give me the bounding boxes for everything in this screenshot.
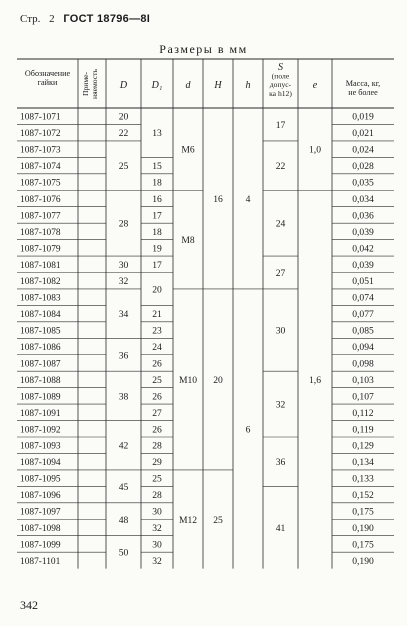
row-code: 1087-1084 bbox=[20, 310, 61, 321]
row-mass: 0,024 bbox=[352, 144, 374, 156]
cell-h: 25 bbox=[213, 514, 223, 526]
header-D1: D₁ bbox=[151, 80, 163, 91]
row-code: 1087-1072 bbox=[20, 129, 61, 140]
cell-d1: 27 bbox=[152, 407, 162, 419]
cell-d1: 26 bbox=[152, 391, 162, 403]
cell-d: 28 bbox=[118, 218, 129, 230]
row-mass: 0,036 bbox=[352, 210, 374, 222]
cell-s: 27 bbox=[275, 268, 286, 279]
cell-s: 17 bbox=[275, 119, 286, 131]
header-code: Обозначение bbox=[24, 69, 71, 78]
cell-d1: 16 bbox=[152, 193, 162, 205]
cell-d: 42 bbox=[118, 440, 129, 452]
header-e: e bbox=[312, 80, 318, 91]
cell-d1: 26 bbox=[152, 424, 162, 436]
row-mass: 0,133 bbox=[352, 473, 374, 485]
cell-d1: 13 bbox=[152, 128, 162, 140]
header-note: няемость bbox=[90, 69, 99, 99]
cell-d1: 17 bbox=[152, 259, 162, 271]
row-mass: 0,051 bbox=[352, 276, 374, 288]
row-code: 1087-1079 bbox=[20, 244, 61, 255]
row-mass: 0,077 bbox=[352, 309, 374, 321]
row-mass: 0,098 bbox=[352, 358, 374, 370]
cell-d: 34 bbox=[118, 309, 129, 321]
row-code: 1087-1087 bbox=[20, 359, 61, 370]
row-mass: 0,175 bbox=[352, 539, 374, 551]
cell-d: 30 bbox=[118, 259, 129, 271]
row-code: 1087-1071 bbox=[20, 112, 61, 123]
cell-d: 38 bbox=[118, 391, 129, 403]
row-mass: 0,042 bbox=[352, 243, 374, 255]
cell-d: M8 bbox=[181, 235, 195, 247]
row-code: 1087-1078 bbox=[20, 227, 61, 238]
cell-d: 22 bbox=[118, 128, 129, 140]
header-S: допус- bbox=[269, 80, 292, 90]
row-mass: 0,103 bbox=[352, 374, 374, 386]
row-code: 1087-1081 bbox=[20, 260, 61, 271]
header-S: (поле bbox=[271, 71, 290, 81]
row-mass: 0,134 bbox=[352, 457, 374, 469]
row-code: 1087-1074 bbox=[20, 162, 61, 173]
page-label: Стр. bbox=[20, 13, 41, 25]
cell-d1: 18 bbox=[152, 226, 162, 238]
standard-designation: ГОСТ 18796—8І bbox=[63, 13, 151, 25]
row-code: 1087-1088 bbox=[20, 375, 61, 386]
row-mass: 0,129 bbox=[352, 440, 374, 452]
cell-d1: 29 bbox=[152, 457, 162, 469]
cell-d1: 15 bbox=[152, 161, 162, 173]
row-code: 1087-1099 bbox=[20, 540, 61, 551]
cell-h: 20 bbox=[213, 374, 223, 386]
cell-d1: 26 bbox=[152, 358, 162, 370]
row-code: 1087-1085 bbox=[20, 326, 61, 337]
row-mass: 0,035 bbox=[352, 177, 374, 189]
cell-e: 1,6 bbox=[309, 374, 321, 386]
cell-d1: 21 bbox=[152, 309, 162, 321]
row-code: 1087-1098 bbox=[20, 523, 61, 534]
header-code: гайки bbox=[37, 78, 58, 87]
row-code: 1087-1097 bbox=[20, 507, 61, 518]
cell-h: 6 bbox=[245, 424, 251, 436]
row-code: 1087-1089 bbox=[20, 392, 61, 403]
cell-d1: 32 bbox=[152, 555, 162, 567]
row-mass: 0,152 bbox=[352, 490, 374, 502]
header-S: S bbox=[278, 62, 283, 73]
row-mass: 0,019 bbox=[352, 111, 374, 123]
row-mass: 0,112 bbox=[352, 407, 374, 419]
header-D: D bbox=[119, 80, 128, 91]
cell-d: M10 bbox=[178, 374, 198, 386]
cell-d1: 25 bbox=[152, 473, 162, 485]
cell-d1: 17 bbox=[152, 210, 162, 222]
row-mass: 0,074 bbox=[352, 292, 374, 304]
table-title: Размеры в мм bbox=[159, 42, 248, 56]
header-mass: не более bbox=[348, 88, 378, 97]
row-mass: 0,190 bbox=[352, 555, 374, 567]
row-mass: 0,039 bbox=[352, 259, 374, 271]
cell-d1: 28 bbox=[152, 490, 162, 502]
header-S: ка h12) bbox=[269, 88, 292, 98]
cell-d: 48 bbox=[118, 514, 129, 526]
row-code: 1087-1083 bbox=[20, 293, 61, 304]
row-mass: 0,094 bbox=[352, 342, 374, 354]
cell-d1: 24 bbox=[152, 342, 162, 354]
row-code: 1087-1093 bbox=[20, 441, 61, 452]
row-mass: 0,021 bbox=[352, 128, 374, 140]
header-note: Приме- bbox=[81, 71, 90, 97]
row-code: 1087-1073 bbox=[20, 145, 61, 156]
cell-d1: 30 bbox=[152, 506, 162, 518]
cell-h: 16 bbox=[213, 193, 223, 205]
cell-s: 30 bbox=[275, 325, 286, 337]
cell-d: 45 bbox=[118, 481, 129, 493]
cell-d: 32 bbox=[118, 276, 129, 288]
row-code: 1087-1076 bbox=[20, 194, 61, 205]
row-code: 1087-1075 bbox=[20, 178, 61, 189]
row-mass: 0,028 bbox=[352, 161, 374, 173]
row-mass: 0,107 bbox=[352, 391, 374, 403]
row-mass: 0,190 bbox=[352, 522, 374, 534]
page-number: 342 bbox=[20, 598, 38, 612]
row-code: 1087-1086 bbox=[20, 343, 61, 354]
row-code: 1087-1077 bbox=[20, 211, 61, 222]
cell-d: 25 bbox=[118, 161, 129, 173]
cell-s: 24 bbox=[275, 218, 286, 230]
row-mass: 0,119 bbox=[352, 424, 374, 436]
row-code: 1087-1092 bbox=[20, 425, 61, 436]
row-mass: 0,039 bbox=[352, 226, 374, 238]
cell-d: 20 bbox=[118, 111, 129, 123]
cell-d1: 30 bbox=[152, 539, 162, 551]
row-mass: 0,085 bbox=[352, 325, 374, 337]
cell-s: 41 bbox=[275, 522, 286, 534]
row-mass: 0,034 bbox=[352, 193, 374, 205]
cell-d1: 23 bbox=[152, 325, 162, 337]
cell-h: 4 bbox=[245, 193, 251, 205]
cell-s: 32 bbox=[275, 399, 286, 411]
cell-d1: 19 bbox=[152, 243, 162, 255]
header-mass: Масса, кг, bbox=[345, 79, 381, 88]
header-d: d bbox=[185, 80, 191, 91]
cell-d1: 18 bbox=[152, 177, 162, 189]
cell-s: 36 bbox=[275, 457, 286, 469]
row-code: 1087-1095 bbox=[20, 474, 61, 485]
cell-d1: 25 bbox=[152, 374, 162, 386]
row-code: 1087-1101 bbox=[20, 556, 61, 567]
cell-d1: 28 bbox=[152, 440, 162, 452]
row-code: 1087-1094 bbox=[20, 458, 61, 469]
row-mass: 0,175 bbox=[352, 506, 374, 518]
row-code: 1087-1096 bbox=[20, 491, 61, 502]
cell-d1: 32 bbox=[152, 522, 162, 534]
cell-d: 36 bbox=[118, 350, 129, 362]
cell-d: M12 bbox=[178, 514, 198, 526]
page-no: 2 bbox=[49, 13, 55, 25]
cell-e: 1,0 bbox=[309, 144, 321, 156]
header-h: h bbox=[245, 80, 251, 91]
cell-d1: 20 bbox=[152, 284, 162, 296]
row-code: 1087-1082 bbox=[20, 277, 61, 288]
cell-d: 50 bbox=[118, 547, 129, 559]
header-H: H bbox=[214, 80, 222, 91]
cell-s: 22 bbox=[275, 161, 286, 173]
cell-d: M6 bbox=[181, 144, 195, 156]
row-code: 1087-1091 bbox=[20, 408, 61, 419]
